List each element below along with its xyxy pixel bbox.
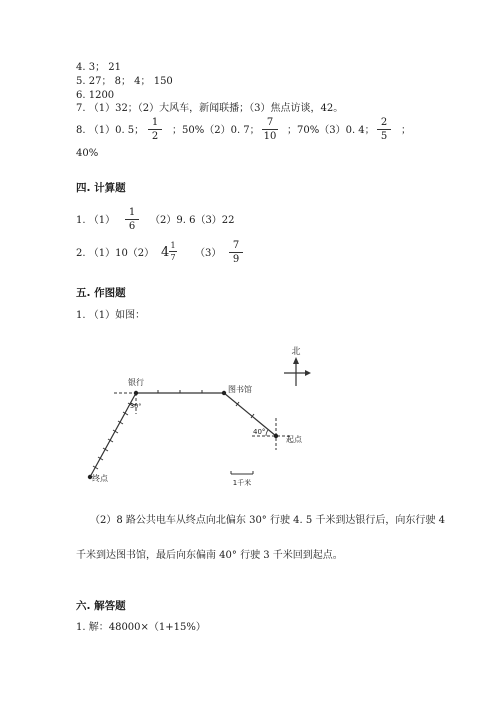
calc-q2-label: 2. （1）10（2）	[76, 248, 155, 259]
calc-q2-mid: （3）	[195, 248, 222, 259]
north-label: 北	[291, 347, 301, 357]
answer-8-part5: 40%	[76, 148, 99, 159]
denominator: 5	[380, 131, 388, 142]
denominator: 10	[263, 131, 277, 142]
bank-label: 银行	[128, 378, 144, 387]
answer-7: 7. （1）32；（2）大风车，新闻联播；（3）焦点访谈，42。	[76, 103, 344, 114]
calc-q1-rest: （2）9. 6（3）22	[150, 215, 235, 226]
angle-30-label: 30°	[130, 402, 142, 410]
section-4-title: 四. 计算题	[76, 182, 126, 194]
scale-label: 1千米	[232, 479, 252, 487]
numerator: 7	[232, 240, 240, 251]
scale-bar	[231, 471, 253, 474]
denominator: 6	[128, 221, 136, 232]
section-5-title: 五. 作图题	[76, 287, 126, 299]
draw-q2-line1: （2）8 路公共电车从终点向北偏东 30° 行驶 4. 5 千米到达银行后，向东行驶 4	[90, 515, 445, 526]
solve-q1: 1. 解：48000×（1+15%）	[76, 622, 206, 633]
answer-6: 6. 1200	[76, 90, 115, 101]
draw-q2-line2: 千米到达图书馆，最后向东偏南 40° 行驶 3 千米回到起点。	[76, 550, 343, 561]
bank-point	[134, 391, 138, 395]
angle-arc-40	[266, 430, 268, 436]
answer-8-part3: ；70%（3）0. 4；	[287, 125, 375, 136]
denominator: 2	[151, 131, 159, 142]
answer-8-part4: ；	[401, 125, 411, 136]
answer-8-part1: 8. （1）0. 5；	[76, 125, 145, 136]
answer-5: 5. 27； 8； 4； 150	[76, 76, 173, 87]
numerator: 1	[170, 241, 176, 250]
library-label: 图书馆	[228, 385, 252, 394]
answer-4: 4. 3； 21	[76, 62, 121, 73]
start-label: 起点	[286, 435, 302, 444]
section-6-title: 六. 解答题	[76, 600, 126, 612]
numerator: 1	[128, 207, 136, 218]
numerator: 7	[266, 117, 274, 128]
north-compass-icon	[284, 357, 311, 386]
numerator: 2	[380, 117, 388, 128]
numerator: 1	[151, 117, 159, 128]
denominator: 9	[232, 254, 240, 265]
route-path	[90, 393, 276, 477]
denominator: 7	[170, 253, 176, 262]
mixed-number-whole: 4	[161, 245, 170, 260]
angle-40-label: 40°	[253, 428, 266, 436]
end-label: 终点	[92, 474, 108, 483]
answer-8-part2: ；50%（2）0. 7；	[172, 125, 260, 136]
route-ticks	[93, 390, 254, 469]
start-point	[274, 434, 278, 438]
library-point	[222, 391, 226, 395]
draw-q1-label: 1. （1）如图：	[76, 310, 146, 321]
calc-q1-label: 1. （1）	[76, 215, 116, 226]
